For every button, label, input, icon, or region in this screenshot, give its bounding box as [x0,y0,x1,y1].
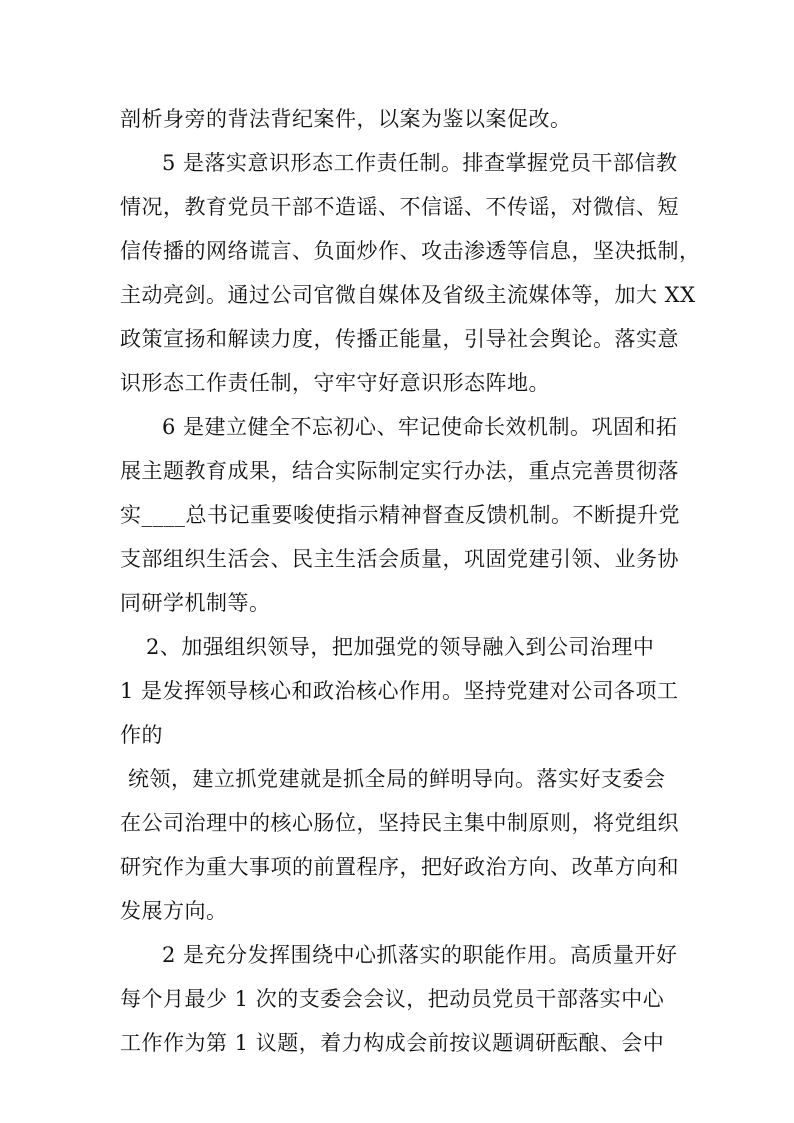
text-line: 研究作为重大事项的前置程序，把好政治方向、改革方向和 [120,855,679,879]
text-line: 主动亮剑。通过公司官微自媒体及省级主流媒体等，加大 XX [120,283,696,307]
text-line: 统领，建立抓党建就是抓全局的鲜明导向。落实好支委会 [128,767,666,791]
text-line: 工作作为第 1 议题，着力构成会前按议题调研酝酿、会中 [120,1031,665,1055]
text-line: 展主题教育成果，结合实际制定实行办法，重点完善贯彻落 [120,459,679,483]
text-line: 信传播的网络谎言、负面炒作、攻击渗透等信息，坚决抵制， [120,239,701,263]
text-line: 6 是建立健全不忘初心、牢记使命长效机制。巩固和拓 [162,415,678,439]
text-line: 2 是充分发挥围绕中心抓落实的职能作用。高质量开好 [162,943,678,967]
text-line: 5 是落实意识形态工作责任制。排查掌握党员干部信教 [162,151,678,175]
text-line: 1 是发挥领导核心和政治核心作用。坚持党建对公司各项工 [120,679,679,703]
text-line: 剖析身旁的背法背纪案件，以案为鉴以案促改。 [120,107,572,131]
text-line: 在公司治理中的核心肠位，坚持民主集中制原则，将党组织 [120,811,679,835]
text-line: 情况，教育党员干部不造谣、不信谣、不传谣，对微信、短 [120,195,679,219]
text-line: 支部组织生活会、民主生活会质量，巩固党建引领、业务协 [120,547,679,571]
text-line: 作的 [120,723,163,747]
text-line: 实____总书记重要唆使指示精神督查反馈机制。不断提升党 [120,503,680,527]
text-line: 政策宣扬和解读力度，传播正能量，引导社会舆论。落实意 [120,327,679,351]
text-line: 识形态工作责任制，守牢守好意识形态阵地。 [120,371,550,395]
text-line: 同研学机制等。 [120,591,271,615]
section-heading: 2、加强组织领导，把加强党的领导融入到公司治理中 [146,635,655,659]
text-line: 发展方向。 [120,899,228,923]
text-line: 每个月最少 1 次的支委会会议，把动员党员干部落实中心 [120,987,665,1011]
